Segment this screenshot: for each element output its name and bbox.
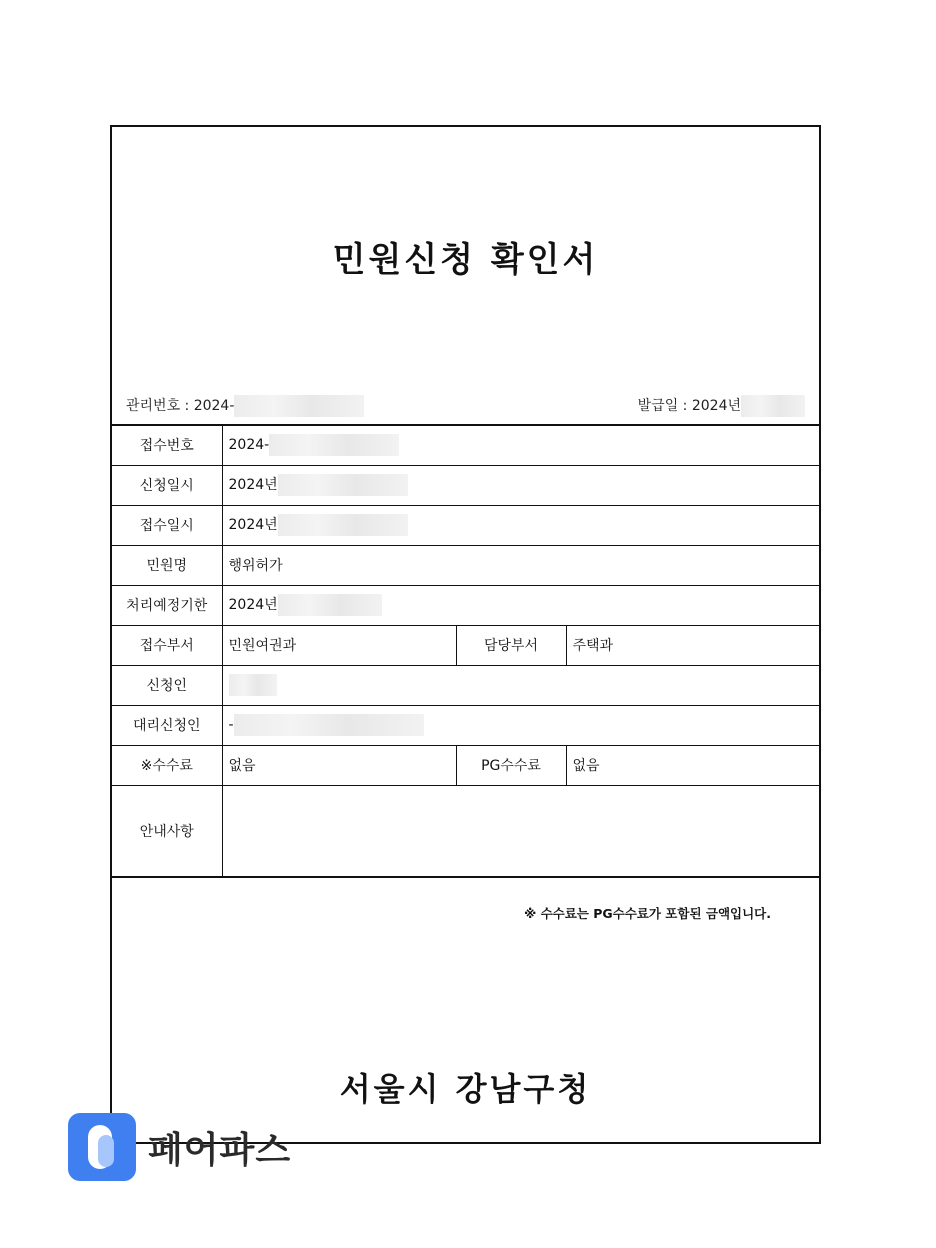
table-row — [112, 545, 819, 585]
receipt-no-value: 2024- — [222, 425, 819, 465]
table-row — [112, 505, 819, 545]
responsible-dept-value: 주택과 — [566, 625, 819, 665]
apply-datetime-value: 2024년 — [222, 465, 819, 505]
application-table — [112, 424, 819, 878]
watermark — [68, 1113, 291, 1181]
management-number-label: 관리번호 : 2024- — [126, 398, 235, 414]
fee-value: 없음 — [222, 745, 456, 785]
redacted-block — [278, 474, 408, 496]
complaint-name-value: 행위허가 — [222, 545, 819, 585]
table-row — [112, 425, 819, 465]
due-date-value: 2024년 — [222, 585, 819, 625]
watermark-text: 페어파스 — [148, 1129, 292, 1171]
complaint-name-label: 민원명 — [112, 545, 222, 585]
proxy-label: 대리신청인 — [112, 705, 222, 745]
issuer-name: 서울시 강남구청 — [339, 1070, 592, 1108]
fee-note: ※ 수수료는 PG수수료가 포함된 금액입니다. — [524, 906, 771, 921]
pg-fee-value: 없음 — [566, 745, 819, 785]
receipt-no-label: 접수번호 — [112, 425, 222, 465]
redacted-block — [278, 594, 382, 616]
management-number — [126, 395, 364, 417]
table-row — [112, 785, 819, 877]
redacted-block — [741, 395, 805, 417]
redacted-block — [278, 514, 408, 536]
receipt-dept-value: 민원여권과 — [222, 625, 456, 665]
redacted-block — [229, 674, 277, 696]
due-date-label: 처리예정기한 — [112, 585, 222, 625]
pairpass-logo-icon — [68, 1113, 136, 1181]
redacted-block — [269, 434, 399, 456]
issue-date-label: 발급일 : 2024년 — [637, 398, 741, 414]
applicant-label: 신청인 — [112, 665, 222, 705]
document-title: 민원신청 확인서 — [332, 240, 599, 280]
confirmation-document — [110, 125, 821, 1144]
table-row — [112, 745, 819, 785]
table-row — [112, 585, 819, 625]
applicant-value — [222, 665, 819, 705]
table-row — [112, 665, 819, 705]
receipt-datetime-label: 접수일시 — [112, 505, 222, 545]
fee-label: ※수수료 — [112, 745, 222, 785]
table-row — [112, 625, 819, 665]
apply-datetime-label: 신청일시 — [112, 465, 222, 505]
redacted-block — [234, 714, 424, 736]
table-row — [112, 705, 819, 745]
pg-fee-label: PG수수료 — [456, 745, 566, 785]
redacted-block — [234, 395, 364, 417]
notice-label: 안내사항 — [112, 785, 222, 877]
table-row — [112, 465, 819, 505]
receipt-datetime-value: 2024년 — [222, 505, 819, 545]
responsible-dept-label: 담당부서 — [456, 625, 566, 665]
issue-date — [638, 395, 805, 417]
notice-value — [222, 785, 819, 877]
proxy-value: - — [222, 705, 819, 745]
receipt-dept-label: 접수부서 — [112, 625, 222, 665]
